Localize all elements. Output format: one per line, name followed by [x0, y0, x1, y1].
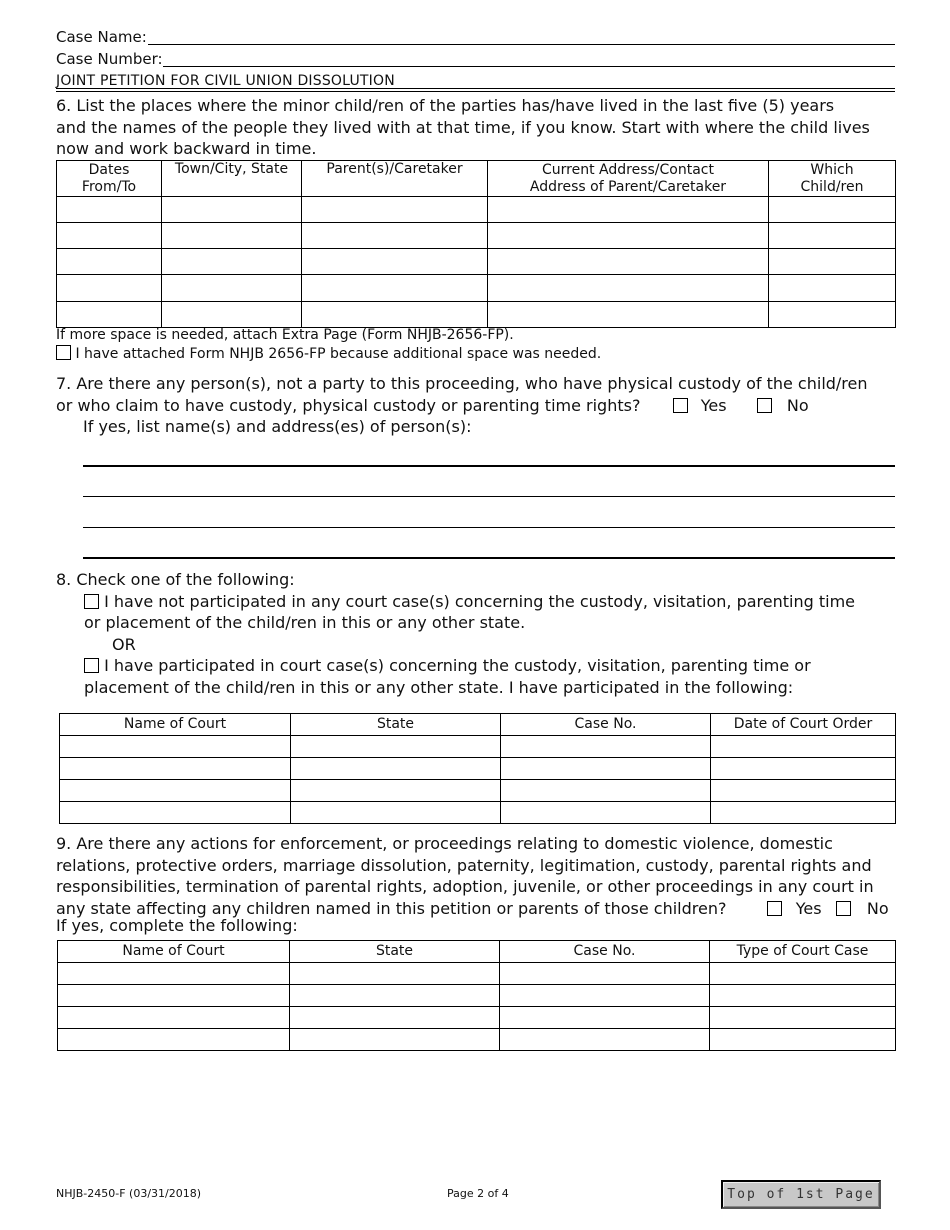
table-row: [60, 802, 896, 824]
custody-person-line-2[interactable]: [83, 496, 895, 497]
table-row: [57, 302, 896, 328]
col-dates: Dates From/To: [57, 161, 162, 197]
other-proceedings-header-row: [58, 941, 896, 963]
col-state: State: [291, 714, 501, 736]
case-number-line[interactable]: [163, 66, 895, 67]
q7-no-label: No: [786, 395, 809, 415]
q6-text: 6. List the places where the minor child/ren of the parties has/have lived in the last five (5) years and the names of the people they lived with at that time, if you know. Start with where the child lives now and work backward in time.: [56, 96, 870, 158]
court-cases-header-row: [60, 714, 896, 736]
title-underline: [56, 88, 895, 89]
top-of-first-page-button[interactable]: Top of 1st Page: [721, 1180, 881, 1209]
col-town: Town/City, State: [162, 161, 302, 197]
residence-header-row: [57, 161, 896, 197]
q7-no-checkbox[interactable]: [757, 398, 772, 413]
q9-no-label: No: [866, 898, 889, 918]
col-name-of-court: Name of Court: [58, 941, 290, 963]
case-name-line[interactable]: [148, 44, 895, 45]
table-row: [58, 1029, 896, 1051]
q9-text: 9. Are there any actions for enforcement, or proceedings relating to domestic violence, domestic relations, protective orders, marriage dissolution, paternity, legitimation, custody, parental rights and responsibilities, termination of parental rights, adoption, juvenile, or other proceedings in any court in any state affecting any children named in this petition or parents of those children? Yes No If yes, complete the following:: [56, 834, 889, 935]
table-row: [57, 249, 896, 275]
or-label: OR: [112, 634, 136, 654]
table-row: [57, 223, 896, 249]
table-row: [60, 758, 896, 780]
col-date-of-order: Date of Court Order: [711, 714, 896, 736]
q7-yes-checkbox[interactable]: [673, 398, 688, 413]
attached-label: I have attached Form NHJB 2656-FP because additional space was needed.: [75, 346, 602, 362]
custody-person-line-1[interactable]: [83, 465, 895, 467]
other-proceedings-table: [57, 940, 896, 1051]
q7-text: 7. Are there any person(s), not a party to this proceeding, who have physical custody of the child/ren or who claim to have custody, physical custody or parenting time rights? Yes No If yes, list name(s) and address(es) of person(s):: [56, 374, 868, 436]
table-row: [57, 275, 896, 302]
not-participated-checkbox[interactable]: [84, 594, 99, 609]
participated-checkbox[interactable]: [84, 658, 99, 673]
case-name-label: Case Name:: [56, 28, 147, 46]
title-underline-2: [56, 91, 895, 92]
extra-page-note: If more space is needed, attach Extra Page (Form NHJB-2656-FP).: [56, 327, 514, 343]
table-row: [58, 1007, 896, 1029]
table-row: [58, 963, 896, 985]
table-row: [58, 985, 896, 1007]
attached-row: [56, 345, 601, 362]
q9-yes-label: Yes: [795, 898, 822, 918]
col-state: State: [290, 941, 500, 963]
col-type-of-case: Type of Court Case: [710, 941, 896, 963]
attached-checkbox[interactable]: [56, 345, 71, 360]
col-which: Which Child/ren: [769, 161, 896, 197]
table-row: [60, 736, 896, 758]
col-parent: Parent(s)/Caretaker: [302, 161, 488, 197]
residence-table: [56, 160, 896, 328]
col-name-of-court: Name of Court: [60, 714, 291, 736]
court-cases-table: [59, 713, 896, 824]
page-number: Page 2 of 4: [447, 1187, 509, 1200]
custody-person-line-4[interactable]: [83, 557, 895, 559]
form-title: JOINT PETITION FOR CIVIL UNION DISSOLUTION: [56, 73, 395, 89]
form-id: NHJB-2450-F (03/31/2018): [56, 1187, 202, 1200]
case-number-label: Case Number:: [56, 50, 163, 68]
col-address: Current Address/Contact Address of Parent/Caretaker: [488, 161, 769, 197]
custody-person-line-3[interactable]: [83, 527, 895, 528]
table-row: [60, 780, 896, 802]
q8-text: 8. Check one of the following: I have not participated in any court case(s) concerning the custody, visitation, parenting time or placement of the child/ren in this or any other state. OR I have participated in court case(s) concerning the custody, visitation, parenting time or placement of the child/ren in this or any other state. I have participated in the following:: [56, 570, 855, 697]
col-case-no: Case No.: [501, 714, 711, 736]
q9-yes-checkbox[interactable]: [767, 901, 782, 916]
col-case-no: Case No.: [500, 941, 710, 963]
table-row: [57, 197, 896, 223]
q7-yes-label: Yes: [700, 395, 727, 415]
q9-no-checkbox[interactable]: [836, 901, 851, 916]
